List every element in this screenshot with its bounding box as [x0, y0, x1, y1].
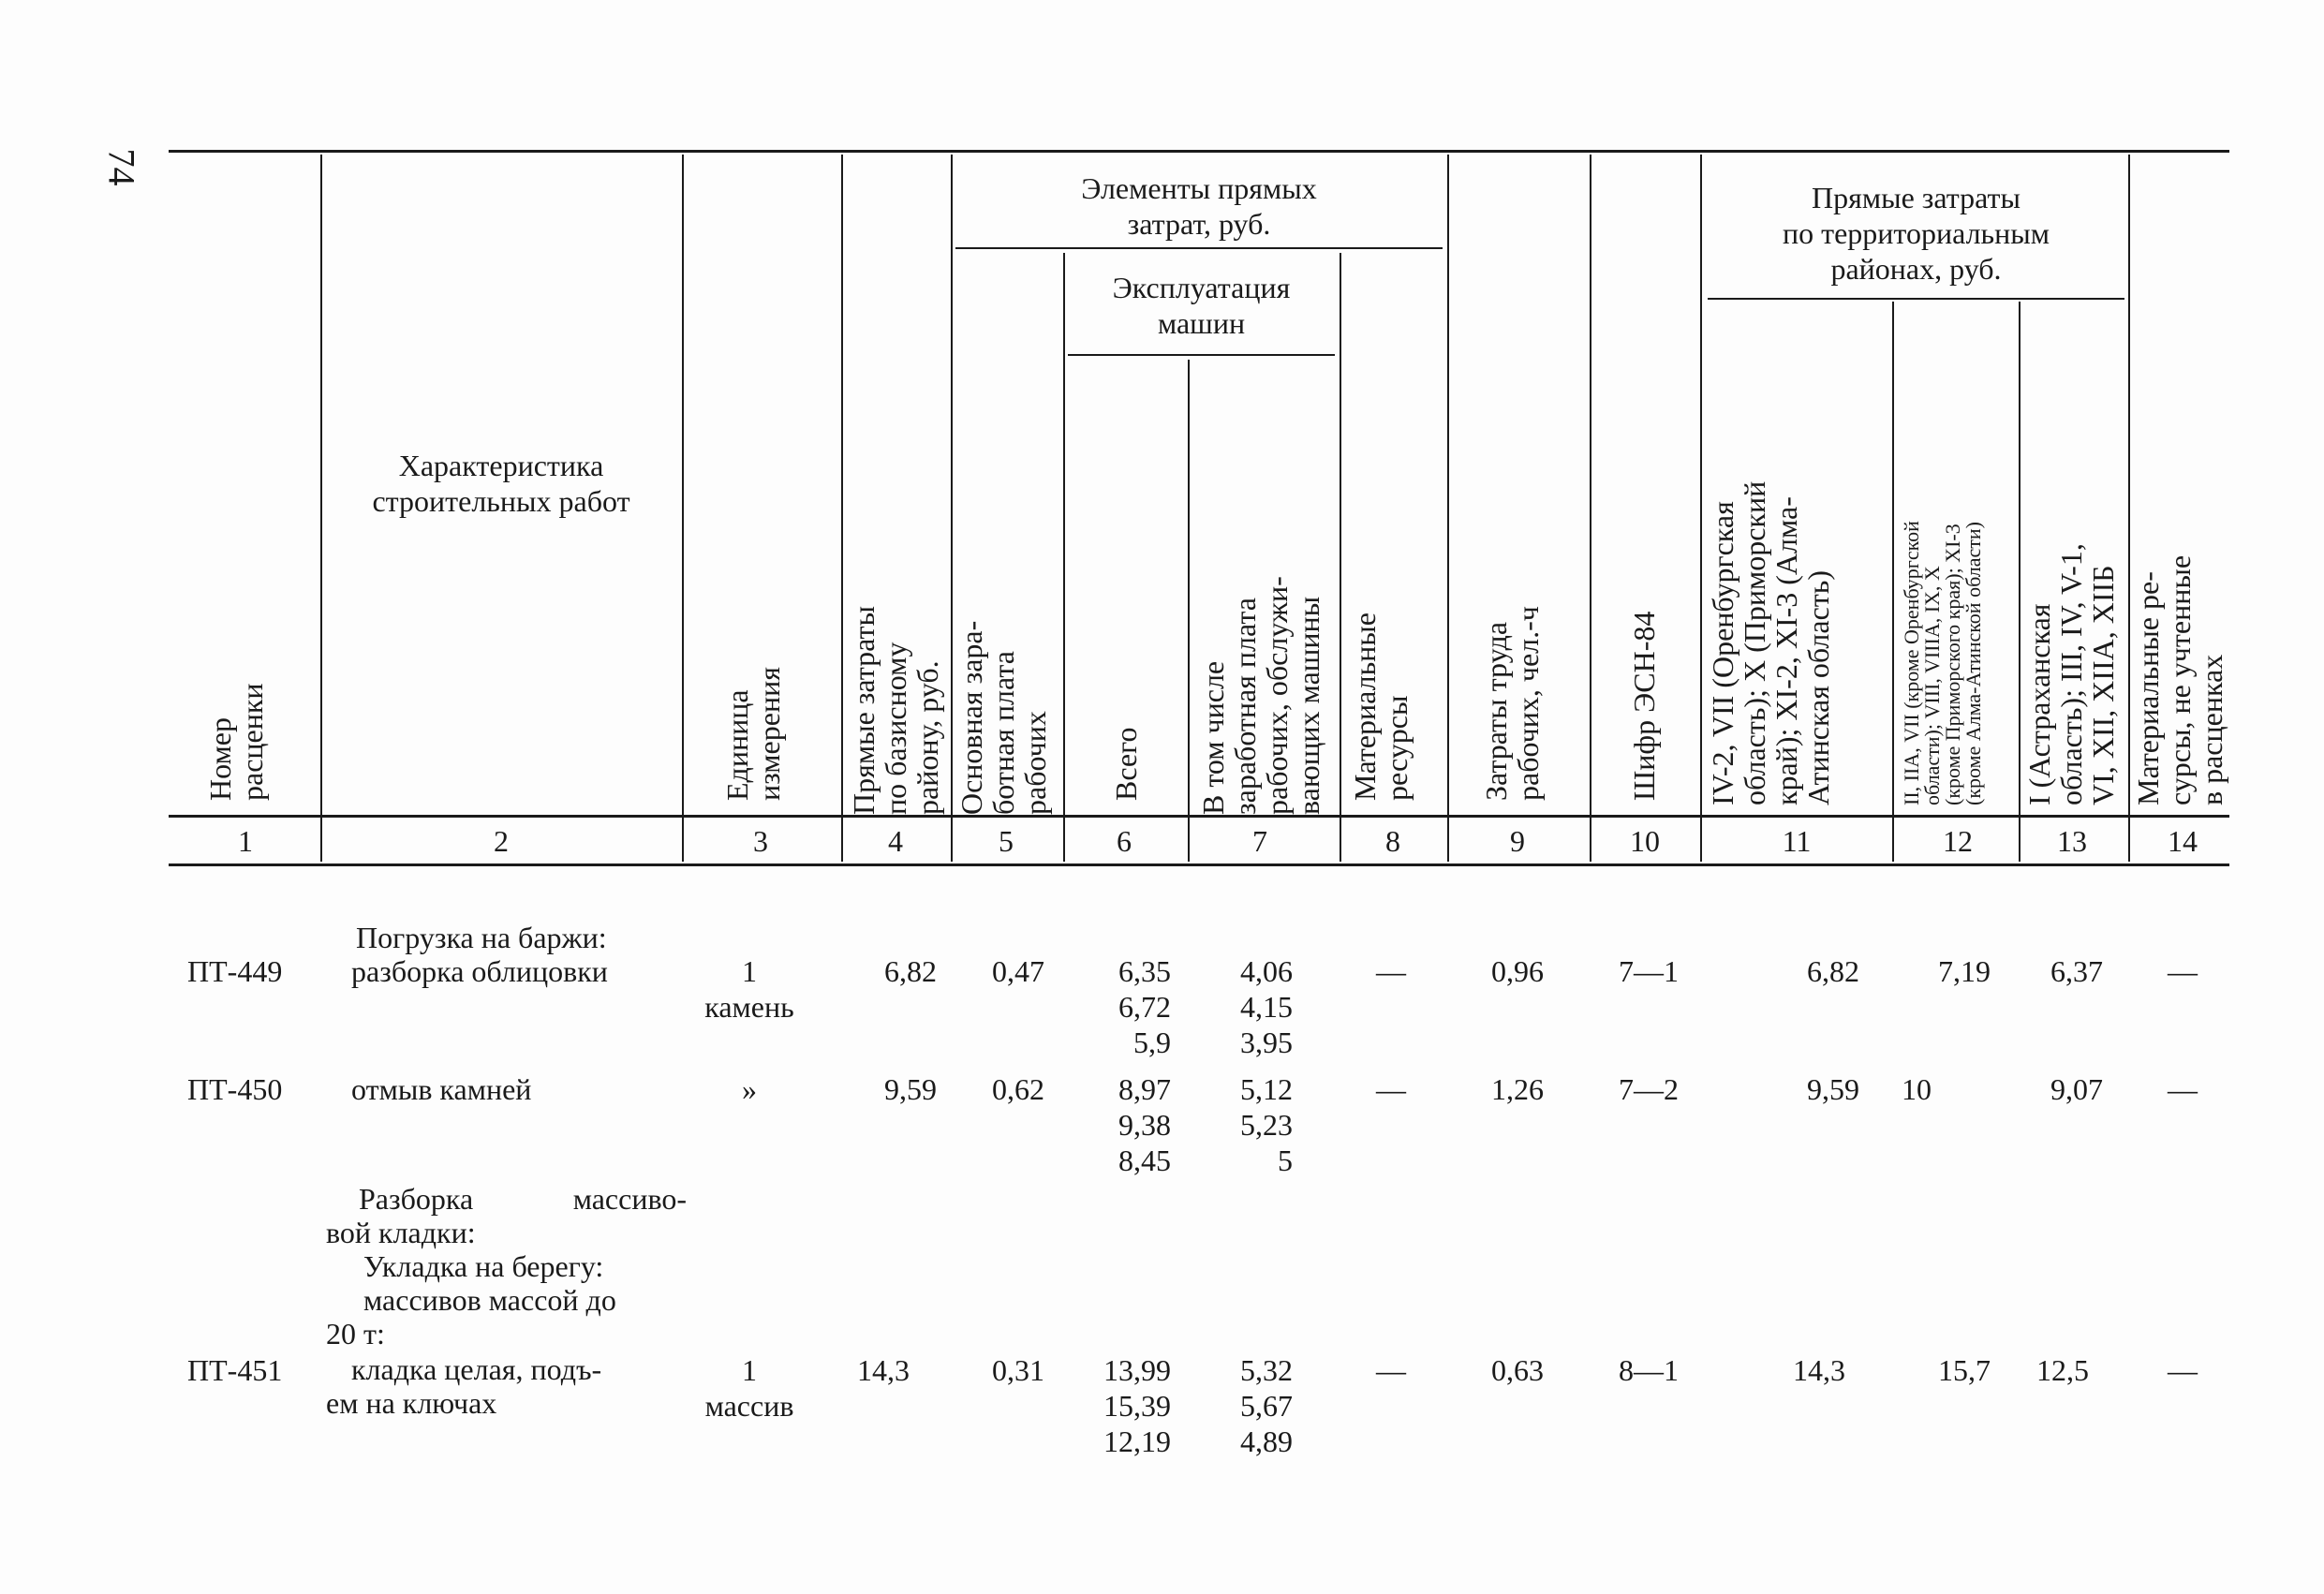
- sep-8: [1340, 253, 1341, 862]
- col11-header: IV-2, VII (Оренбургская область); X (Приморский край); XI-2, XI-3 (Алма- Атинская область): [1706, 480, 1835, 805]
- cell-c11: 9,59: [1807, 1072, 1859, 1106]
- cell-c9: 0,96: [1491, 954, 1544, 988]
- header-bottom-rule: [169, 815, 2229, 818]
- cell-c8: —: [1376, 954, 1406, 988]
- unit: 1 камень: [704, 954, 794, 1024]
- colnum-10: 10: [1630, 824, 1660, 858]
- cell-c8: —: [1376, 1353, 1406, 1387]
- section-heading: Погрузка на баржи:: [356, 921, 607, 954]
- group-elements-rule: [955, 247, 1443, 249]
- col14-header: Материальные ре- сурсы, не учтенные в расценках: [2131, 554, 2228, 805]
- sep-4: [841, 155, 843, 862]
- page-number: 74: [100, 148, 143, 186]
- colnum-12: 12: [1943, 824, 1973, 858]
- sep-6: [1063, 253, 1065, 862]
- group-elements-header: Элементы прямых затрат, руб.: [1081, 171, 1317, 241]
- cell-c12: 7,19: [1938, 954, 1991, 988]
- colnum-7: 7: [1252, 824, 1267, 858]
- cell-c13: 9,07: [2050, 1072, 2103, 1106]
- cell-c14: —: [2168, 954, 2198, 988]
- colnum-3: 3: [753, 824, 768, 858]
- col7-header: В том числе заработная плата рабочих, обслужи- вающих машины: [1196, 576, 1325, 815]
- col6-header: Всего: [1109, 727, 1143, 801]
- col13-header: I (Астраханская область); III, IV, V-1, VI, XII, XIIА, XIIБ: [2022, 543, 2120, 805]
- sep-14: [2128, 155, 2130, 862]
- col8-header: Материальные ресурсы: [1348, 612, 1414, 801]
- col10-header: Шифр ЭСН-84: [1627, 611, 1661, 801]
- colnum-13: 13: [2057, 824, 2087, 858]
- numbers-bottom-rule: [169, 863, 2229, 866]
- cell-c10: 8—1: [1619, 1353, 1679, 1387]
- rate-code: ПТ-449: [187, 954, 283, 988]
- cell-c4: 9,59: [884, 1072, 937, 1106]
- group-regions-rule: [1708, 298, 2124, 300]
- work-description: кладка целая, подъ- ем на ключах: [326, 1352, 602, 1420]
- col1-header: Номер расценки: [203, 683, 269, 801]
- work-description: отмыв камней: [351, 1072, 532, 1106]
- sep-3: [682, 155, 684, 862]
- sep-10: [1590, 155, 1591, 862]
- rate-code: ПТ-450: [187, 1072, 283, 1106]
- cell-c4: 6,82: [884, 954, 937, 988]
- group-machines-rule: [1068, 354, 1335, 356]
- sep-5: [951, 155, 953, 862]
- rate-code: ПТ-451: [187, 1353, 283, 1387]
- cell-c7: 5,32 5,67 4,89: [1240, 1353, 1293, 1458]
- col2-header: Характеристика строительных работ: [372, 449, 630, 518]
- cell-c4: 14,3: [857, 1353, 910, 1387]
- colnum-6: 6: [1117, 824, 1132, 858]
- colnum-2: 2: [494, 824, 509, 858]
- cell-c5: 0,62: [992, 1072, 1044, 1106]
- sep-7: [1188, 360, 1190, 862]
- col4-header: Прямые затраты по базисному району, руб.: [847, 605, 944, 815]
- section-heading: Разборка массиво- вой кладки: Укладка на берегу: массивов массой до 20 т:: [326, 1182, 687, 1350]
- cell-c8: —: [1376, 1072, 1406, 1106]
- colnum-9: 9: [1510, 824, 1525, 858]
- cell-c9: 0,63: [1491, 1353, 1544, 1387]
- colnum-5: 5: [999, 824, 1014, 858]
- cell-c6: 6,35 6,72 5,9: [1118, 954, 1171, 1059]
- cell-c7: 5,12 5,23 5: [1240, 1072, 1293, 1177]
- cell-c13: 6,37: [2050, 954, 2103, 988]
- group-machines-header: Эксплуатация машин: [1112, 271, 1291, 340]
- sep-9: [1447, 155, 1449, 862]
- sep-11: [1700, 155, 1702, 862]
- sep-2: [320, 155, 322, 862]
- cell-c5: 0,47: [992, 954, 1044, 988]
- cell-c7: 4,06 4,15 3,95: [1240, 954, 1293, 1059]
- colnum-8: 8: [1385, 824, 1400, 858]
- cell-c10: 7—1: [1619, 954, 1679, 988]
- cell-c9: 1,26: [1491, 1072, 1544, 1106]
- col12-header: II, IIА, VII (кроме Оренбургской области); VIII, VIIIА, IX, X (кроме Приморского края); XI-3 (кроме Алма-Атинской области): [1900, 521, 1985, 805]
- cell-c5: 0,31: [992, 1353, 1044, 1387]
- col5-header: Основная зара- ботная плата рабочих: [955, 620, 1052, 815]
- group-regions-header: Прямые затраты по территориальным районах, руб.: [1782, 181, 2050, 286]
- col3-header: Единица измерения: [720, 667, 786, 801]
- cell-c6: 13,99 15,39 12,19: [1103, 1353, 1171, 1458]
- cell-c12: 15,7: [1938, 1353, 1991, 1387]
- cell-c6: 8,97 9,38 8,45: [1118, 1072, 1171, 1177]
- cell-c11: 6,82: [1807, 954, 1859, 988]
- colnum-14: 14: [2168, 824, 2198, 858]
- col9-header: Затраты труда рабочих, чел.-ч: [1479, 606, 1545, 801]
- cell-c14: —: [2168, 1072, 2198, 1106]
- cell-c11: 14,3: [1793, 1353, 1845, 1387]
- sep-13: [2019, 302, 2021, 862]
- cell-c10: 7—2: [1619, 1072, 1679, 1106]
- work-description: разборка облицовки: [351, 954, 608, 988]
- colnum-11: 11: [1782, 824, 1812, 858]
- top-rule: [169, 150, 2229, 153]
- cell-c14: —: [2168, 1353, 2198, 1387]
- unit: »: [742, 1072, 757, 1106]
- colnum-4: 4: [888, 824, 903, 858]
- colnum-1: 1: [238, 824, 253, 858]
- sep-12: [1892, 302, 1894, 862]
- cell-c12: 10: [1902, 1072, 1932, 1106]
- cell-c13: 12,5: [2036, 1353, 2089, 1387]
- unit: 1 массив: [704, 1353, 794, 1423]
